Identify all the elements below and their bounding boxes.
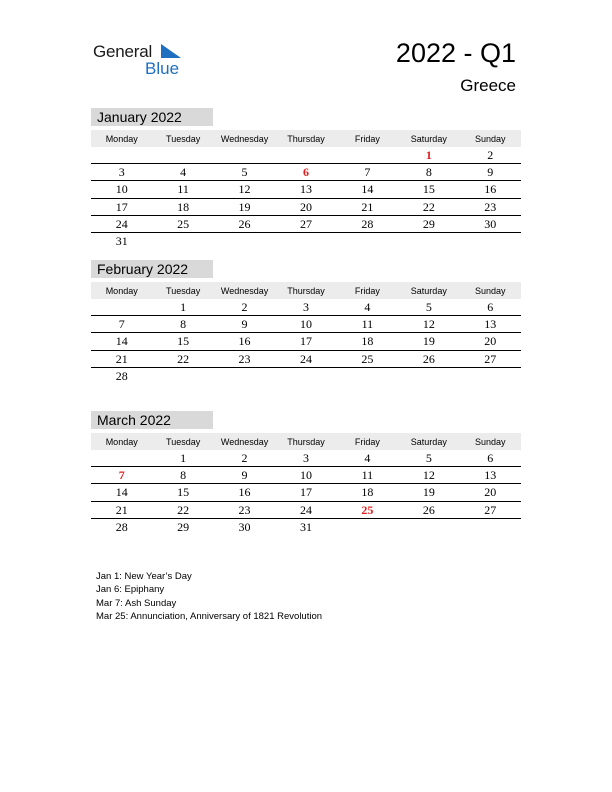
day-cell: 15	[152, 333, 213, 350]
day-cell: 9	[460, 164, 521, 181]
day-cell	[214, 147, 275, 164]
week-row	[91, 299, 521, 316]
weekday-header: Monday	[91, 433, 152, 450]
week-row	[91, 484, 521, 501]
weekday-header: Tuesday	[152, 282, 213, 299]
day-cell: 18	[152, 198, 213, 215]
logo-blue-text: Blue	[145, 59, 180, 78]
month-calendar	[91, 282, 521, 384]
day-cell: 24	[275, 350, 336, 367]
day-cell: 25	[337, 350, 398, 367]
month-title: March 2022	[91, 411, 213, 429]
day-cell	[337, 367, 398, 384]
weekday-header: Friday	[337, 433, 398, 450]
day-cell: 13	[460, 467, 521, 484]
day-cell: 14	[91, 333, 152, 350]
day-cell: 15	[152, 484, 213, 501]
weekday-header: Tuesday	[152, 433, 213, 450]
day-cell	[91, 147, 152, 164]
day-cell: 10	[275, 316, 336, 333]
day-cell	[91, 450, 152, 467]
day-cell: 6	[460, 450, 521, 467]
day-cell	[275, 367, 336, 384]
day-cell: 23	[214, 350, 275, 367]
day-cell: 11	[152, 181, 213, 198]
weekday-header: Thursday	[275, 282, 336, 299]
day-cell: 24	[275, 501, 336, 518]
day-cell: 28	[115, 519, 128, 534]
calendar-body	[91, 450, 521, 535]
weekday-header: Sunday	[460, 130, 521, 147]
day-cell: 10	[275, 467, 336, 484]
day-cell: 23	[214, 501, 275, 518]
day-cell: 30	[460, 215, 521, 232]
brand-logo	[93, 42, 193, 82]
week-row	[91, 164, 521, 181]
day-cell	[152, 367, 213, 384]
week-row	[91, 215, 521, 232]
day-cell: 4	[152, 164, 213, 181]
day-cell: 3	[275, 299, 336, 316]
day-cell: 22	[152, 350, 213, 367]
day-cell: 29	[177, 519, 190, 534]
day-cell: 5	[214, 164, 275, 181]
month-calendar	[91, 130, 521, 249]
weekday-header: Thursday	[275, 130, 336, 147]
day-cell: 21	[337, 198, 398, 215]
calendar-body	[91, 147, 521, 249]
day-cell: 2	[214, 299, 275, 316]
day-cell: 8	[152, 316, 213, 333]
weekday-header: Friday	[337, 130, 398, 147]
weekday-header: Wednesday	[214, 282, 275, 299]
day-cell: 12	[214, 181, 275, 198]
week-row	[91, 518, 521, 535]
day-cell	[275, 232, 336, 249]
day-cell: 7	[91, 316, 152, 333]
day-cell: 31	[115, 234, 128, 249]
day-cell: 19	[398, 333, 459, 350]
week-row	[91, 450, 521, 467]
week-row	[91, 232, 521, 249]
day-cell: 20	[275, 198, 336, 215]
weekday-header: Monday	[91, 130, 152, 147]
day-cell: 21	[91, 350, 152, 367]
day-cell: 25	[152, 215, 213, 232]
weekday-header: Friday	[337, 282, 398, 299]
day-cell: 24	[91, 215, 152, 232]
weekday-header-row	[91, 433, 521, 450]
day-cell: 19	[398, 484, 459, 501]
weekday-header-row	[91, 282, 521, 299]
day-cell: 17	[91, 198, 152, 215]
weekday-header: Sunday	[460, 433, 521, 450]
day-cell: 16	[460, 181, 521, 198]
day-cell	[275, 147, 336, 164]
holiday-note: Jan 1: New Year’s Day	[96, 571, 192, 582]
month-february	[91, 260, 521, 384]
day-cell: 1	[152, 450, 213, 467]
day-cell: 22	[398, 198, 459, 215]
day-cell: 9	[214, 316, 275, 333]
day-cell: 26	[398, 501, 459, 518]
day-cell	[214, 232, 275, 249]
day-cell: 2	[214, 450, 275, 467]
day-cell	[398, 232, 459, 249]
weekday-header: Saturday	[398, 433, 459, 450]
day-cell	[398, 367, 459, 384]
day-cell	[460, 232, 521, 249]
day-cell: 18	[337, 333, 398, 350]
day-cell: 14	[91, 484, 152, 501]
week-row	[91, 316, 521, 333]
day-cell: 12	[398, 467, 459, 484]
day-cell	[91, 299, 152, 316]
weekday-header: Saturday	[398, 130, 459, 147]
month-title: January 2022	[91, 108, 213, 126]
day-cell: 13	[460, 316, 521, 333]
weekday-header: Sunday	[460, 282, 521, 299]
weekday-header: Wednesday	[214, 130, 275, 147]
day-cell	[398, 518, 459, 535]
holiday-note: Mar 25: Annunciation, Anniversary of 1821 Revolution	[96, 610, 323, 622]
day-cell: 11	[337, 467, 398, 484]
weekday-header: Thursday	[275, 433, 336, 450]
day-cell: 22	[152, 501, 213, 518]
page-title: 2022 - Q1	[395, 38, 516, 68]
day-cell: 15	[398, 181, 459, 198]
week-row	[91, 147, 521, 164]
week-row	[91, 350, 521, 367]
day-cell: 26	[398, 350, 459, 367]
day-cell: 8	[398, 164, 459, 181]
day-cell: 5	[398, 299, 459, 316]
day-cell	[152, 232, 213, 249]
day-cell: 2	[460, 147, 521, 164]
holiday-note: Mar 7: Ash Sunday	[96, 597, 177, 609]
weekday-header: Tuesday	[152, 130, 213, 147]
day-cell	[460, 518, 521, 535]
day-cell: 25	[337, 501, 398, 518]
holiday-notes	[96, 570, 322, 623]
weekday-header: Monday	[91, 282, 152, 299]
day-cell: 6	[460, 299, 521, 316]
week-row	[91, 501, 521, 518]
month-march	[91, 411, 521, 535]
calendar-body	[91, 299, 521, 384]
day-cell: 11	[337, 316, 398, 333]
day-cell: 18	[337, 484, 398, 501]
month-calendar	[91, 433, 521, 535]
day-cell: 26	[214, 215, 275, 232]
day-cell: 29	[398, 215, 459, 232]
day-cell: 4	[337, 299, 398, 316]
day-cell: 28	[115, 368, 128, 383]
day-cell: 8	[152, 467, 213, 484]
day-cell: 4	[337, 450, 398, 467]
day-cell: 27	[460, 350, 521, 367]
day-cell: 30	[238, 519, 251, 534]
day-cell: 9	[214, 467, 275, 484]
month-title: February 2022	[91, 260, 213, 278]
day-cell: 16	[214, 484, 275, 501]
day-cell: 31	[299, 519, 312, 534]
day-cell: 10	[91, 181, 152, 198]
day-cell	[337, 232, 398, 249]
day-cell: 17	[275, 333, 336, 350]
logo-flag-icon	[161, 44, 183, 60]
day-cell: 20	[460, 333, 521, 350]
day-cell: 6	[275, 164, 336, 181]
day-cell	[152, 147, 213, 164]
day-cell: 27	[275, 215, 336, 232]
week-row	[91, 333, 521, 350]
day-cell: 16	[214, 333, 275, 350]
day-cell: 1	[398, 147, 459, 164]
day-cell: 17	[275, 484, 336, 501]
weekday-header-row	[91, 130, 521, 147]
day-cell: 14	[337, 181, 398, 198]
day-cell: 23	[460, 198, 521, 215]
holiday-note: Jan 6: Epiphany	[96, 584, 165, 596]
week-row	[91, 181, 521, 198]
day-cell: 21	[91, 501, 152, 518]
day-cell: 20	[460, 484, 521, 501]
day-cell	[460, 367, 521, 384]
day-cell	[337, 518, 398, 535]
logo-general-text: General	[93, 42, 153, 61]
day-cell	[337, 147, 398, 164]
day-cell: 3	[275, 450, 336, 467]
day-cell: 19	[214, 198, 275, 215]
week-row	[91, 367, 521, 384]
country-label: Greece	[460, 76, 516, 95]
week-row	[91, 198, 521, 215]
day-cell: 13	[275, 181, 336, 198]
weekday-header: Wednesday	[214, 433, 275, 450]
weekday-header: Saturday	[398, 282, 459, 299]
day-cell: 7	[337, 164, 398, 181]
day-cell: 27	[460, 501, 521, 518]
month-january	[91, 108, 521, 249]
day-cell: 7	[91, 467, 152, 484]
day-cell	[214, 367, 275, 384]
week-row	[91, 467, 521, 484]
day-cell: 28	[337, 215, 398, 232]
day-cell: 5	[398, 450, 459, 467]
day-cell: 3	[91, 164, 152, 181]
day-cell: 1	[152, 299, 213, 316]
day-cell: 12	[398, 316, 459, 333]
